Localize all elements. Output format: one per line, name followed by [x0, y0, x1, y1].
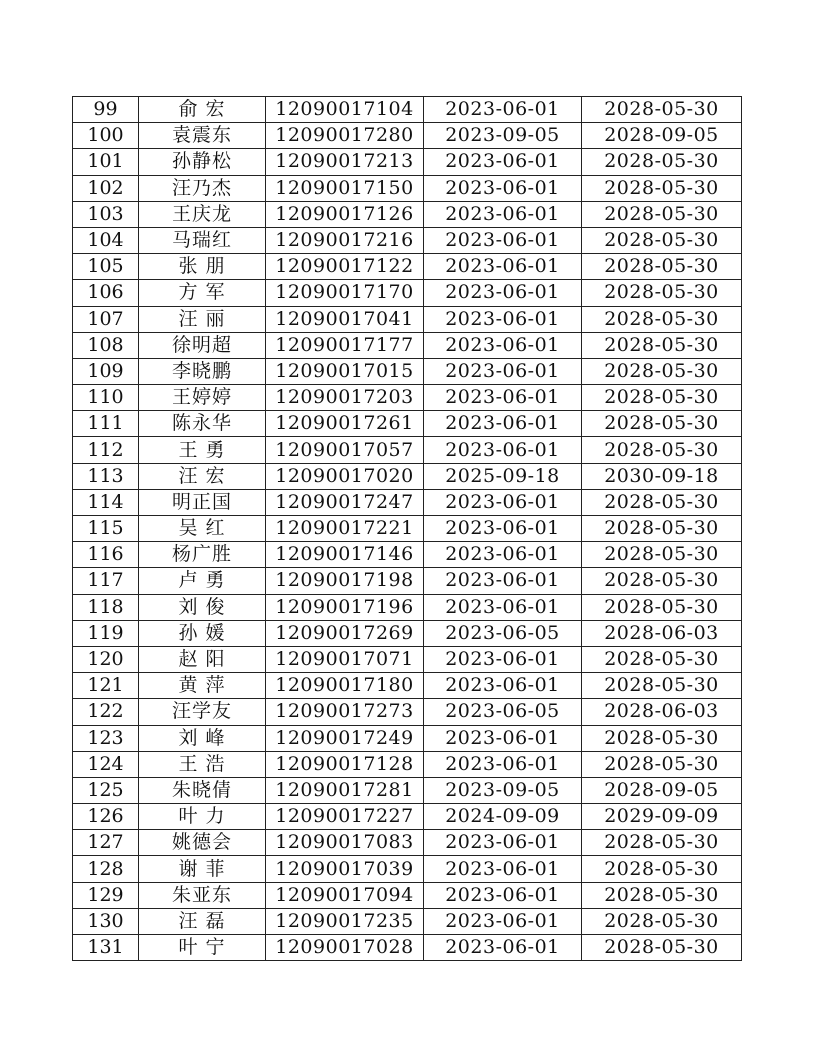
end-date-cell: 2028-05-30 — [582, 856, 742, 882]
end-date-cell: 2028-05-30 — [582, 437, 742, 463]
table-row — [73, 620, 742, 646]
person-name-cell: 王 浩 — [139, 751, 266, 777]
person-name-cell: 李晓鹏 — [139, 358, 266, 384]
row-number-cell: 115 — [73, 516, 139, 542]
start-date-cell: 2023-06-01 — [424, 516, 582, 542]
start-date-cell: 2023-06-01 — [424, 882, 582, 908]
certificate-number-cell: 12090017203 — [266, 385, 424, 411]
table-row — [73, 751, 742, 777]
start-date-cell: 2023-06-01 — [424, 332, 582, 358]
certificate-number-cell: 12090017261 — [266, 411, 424, 437]
start-date-cell: 2023-06-01 — [424, 254, 582, 280]
end-date-cell: 2028-05-30 — [582, 175, 742, 201]
certificate-number-cell: 12090017122 — [266, 254, 424, 280]
end-date-cell: 2028-05-30 — [582, 358, 742, 384]
start-date-cell: 2023-06-01 — [424, 908, 582, 934]
end-date-cell: 2028-06-03 — [582, 699, 742, 725]
table-row — [73, 830, 742, 856]
certificate-number-cell: 12090017071 — [266, 646, 424, 672]
row-number-cell: 113 — [73, 463, 139, 489]
person-name-cell: 王 勇 — [139, 437, 266, 463]
end-date-cell: 2028-05-30 — [582, 332, 742, 358]
table-row — [73, 646, 742, 672]
end-date-cell: 2028-05-30 — [582, 594, 742, 620]
person-name-cell: 汪乃杰 — [139, 175, 266, 201]
certificate-number-cell: 12090017216 — [266, 227, 424, 253]
certificate-number-cell: 12090017247 — [266, 489, 424, 515]
start-date-cell: 2024-09-09 — [424, 804, 582, 830]
row-number-cell: 109 — [73, 358, 139, 384]
start-date-cell: 2023-06-01 — [424, 856, 582, 882]
end-date-cell: 2028-05-30 — [582, 908, 742, 934]
start-date-cell: 2023-06-01 — [424, 227, 582, 253]
row-number-cell: 118 — [73, 594, 139, 620]
table-row — [73, 227, 742, 253]
certificate-number-cell: 12090017126 — [266, 201, 424, 227]
certificate-number-cell: 12090017281 — [266, 777, 424, 803]
table-row — [73, 123, 742, 149]
table-row — [73, 332, 742, 358]
row-number-cell: 117 — [73, 568, 139, 594]
certificate-number-cell: 12090017094 — [266, 882, 424, 908]
certificate-number-cell: 12090017041 — [266, 306, 424, 332]
row-number-cell: 129 — [73, 882, 139, 908]
end-date-cell: 2028-05-30 — [582, 542, 742, 568]
row-number-cell: 110 — [73, 385, 139, 411]
certificate-number-cell: 12090017235 — [266, 908, 424, 934]
certificate-number-cell: 12090017213 — [266, 149, 424, 175]
end-date-cell: 2029-09-09 — [582, 804, 742, 830]
row-number-cell: 112 — [73, 437, 139, 463]
start-date-cell: 2025-09-18 — [424, 463, 582, 489]
row-number-cell: 114 — [73, 489, 139, 515]
table-row — [73, 437, 742, 463]
start-date-cell: 2023-06-01 — [424, 935, 582, 961]
start-date-cell: 2023-09-05 — [424, 123, 582, 149]
person-name-cell: 赵 阳 — [139, 646, 266, 672]
row-number-cell: 99 — [73, 97, 139, 123]
table-row — [73, 358, 742, 384]
end-date-cell: 2028-05-30 — [582, 935, 742, 961]
person-name-cell: 王庆龙 — [139, 201, 266, 227]
start-date-cell: 2023-06-05 — [424, 620, 582, 646]
start-date-cell: 2023-06-05 — [424, 699, 582, 725]
row-number-cell: 104 — [73, 227, 139, 253]
table-row — [73, 385, 742, 411]
table-row — [73, 489, 742, 515]
end-date-cell: 2028-05-30 — [582, 882, 742, 908]
table-row — [73, 594, 742, 620]
person-name-cell: 方 军 — [139, 280, 266, 306]
start-date-cell: 2023-09-05 — [424, 777, 582, 803]
person-name-cell: 汪 磊 — [139, 908, 266, 934]
table-row — [73, 725, 742, 751]
end-date-cell: 2028-06-03 — [582, 620, 742, 646]
table-row — [73, 97, 742, 123]
start-date-cell: 2023-06-01 — [424, 358, 582, 384]
table-row — [73, 777, 742, 803]
end-date-cell: 2028-05-30 — [582, 201, 742, 227]
table-row — [73, 280, 742, 306]
end-date-cell: 2028-05-30 — [582, 489, 742, 515]
certificate-number-cell: 12090017198 — [266, 568, 424, 594]
row-number-cell: 123 — [73, 725, 139, 751]
certificate-number-cell: 12090017273 — [266, 699, 424, 725]
table-row — [73, 542, 742, 568]
start-date-cell: 2023-06-01 — [424, 411, 582, 437]
start-date-cell: 2023-06-01 — [424, 751, 582, 777]
end-date-cell: 2028-05-30 — [582, 516, 742, 542]
start-date-cell: 2023-06-01 — [424, 830, 582, 856]
person-name-cell: 刘 峰 — [139, 725, 266, 751]
person-name-cell: 黄 萍 — [139, 673, 266, 699]
end-date-cell: 2028-05-30 — [582, 751, 742, 777]
certificate-number-cell: 12090017221 — [266, 516, 424, 542]
table-row — [73, 411, 742, 437]
end-date-cell: 2028-05-30 — [582, 385, 742, 411]
person-name-cell: 刘 俊 — [139, 594, 266, 620]
end-date-cell: 2030-09-18 — [582, 463, 742, 489]
start-date-cell: 2023-06-01 — [424, 149, 582, 175]
person-name-cell: 姚德会 — [139, 830, 266, 856]
start-date-cell: 2023-06-01 — [424, 673, 582, 699]
start-date-cell: 2023-06-01 — [424, 437, 582, 463]
start-date-cell: 2023-06-01 — [424, 385, 582, 411]
table-row — [73, 463, 742, 489]
table-row — [73, 516, 742, 542]
end-date-cell: 2028-05-30 — [582, 280, 742, 306]
certificate-number-cell: 12090017104 — [266, 97, 424, 123]
row-number-cell: 125 — [73, 777, 139, 803]
person-name-cell: 汪 丽 — [139, 306, 266, 332]
row-number-cell: 126 — [73, 804, 139, 830]
row-number-cell: 131 — [73, 935, 139, 961]
person-name-cell: 杨广胜 — [139, 542, 266, 568]
start-date-cell: 2023-06-01 — [424, 646, 582, 672]
row-number-cell: 127 — [73, 830, 139, 856]
row-number-cell: 105 — [73, 254, 139, 280]
roster-table — [72, 96, 742, 961]
table-row — [73, 201, 742, 227]
end-date-cell: 2028-05-30 — [582, 830, 742, 856]
end-date-cell: 2028-05-30 — [582, 646, 742, 672]
person-name-cell: 马瑞红 — [139, 227, 266, 253]
person-name-cell: 孙静松 — [139, 149, 266, 175]
row-number-cell: 116 — [73, 542, 139, 568]
row-number-cell: 124 — [73, 751, 139, 777]
end-date-cell: 2028-05-30 — [582, 254, 742, 280]
table-row — [73, 804, 742, 830]
row-number-cell: 120 — [73, 646, 139, 672]
certificate-number-cell: 12090017039 — [266, 856, 424, 882]
certificate-number-cell: 12090017180 — [266, 673, 424, 699]
row-number-cell: 107 — [73, 306, 139, 332]
table-row — [73, 306, 742, 332]
row-number-cell: 102 — [73, 175, 139, 201]
start-date-cell: 2023-06-01 — [424, 542, 582, 568]
row-number-cell: 106 — [73, 280, 139, 306]
person-name-cell: 明正国 — [139, 489, 266, 515]
start-date-cell: 2023-06-01 — [424, 594, 582, 620]
table-row — [73, 673, 742, 699]
certificate-number-cell: 12090017170 — [266, 280, 424, 306]
row-number-cell: 103 — [73, 201, 139, 227]
end-date-cell: 2028-05-30 — [582, 725, 742, 751]
table-row — [73, 149, 742, 175]
person-name-cell: 朱晓倩 — [139, 777, 266, 803]
certificate-number-cell: 12090017015 — [266, 358, 424, 384]
end-date-cell: 2028-05-30 — [582, 97, 742, 123]
certificate-number-cell: 12090017280 — [266, 123, 424, 149]
certificate-number-cell: 12090017128 — [266, 751, 424, 777]
certificate-number-cell: 12090017057 — [266, 437, 424, 463]
end-date-cell: 2028-05-30 — [582, 568, 742, 594]
start-date-cell: 2023-06-01 — [424, 175, 582, 201]
end-date-cell: 2028-05-30 — [582, 411, 742, 437]
person-name-cell: 卢 勇 — [139, 568, 266, 594]
table-row — [73, 908, 742, 934]
end-date-cell: 2028-09-05 — [582, 123, 742, 149]
person-name-cell: 朱亚东 — [139, 882, 266, 908]
person-name-cell: 王婷婷 — [139, 385, 266, 411]
end-date-cell: 2028-05-30 — [582, 673, 742, 699]
person-name-cell: 叶 宁 — [139, 935, 266, 961]
row-number-cell: 101 — [73, 149, 139, 175]
certificate-number-cell: 12090017177 — [266, 332, 424, 358]
table-row — [73, 568, 742, 594]
certificate-number-cell: 12090017028 — [266, 935, 424, 961]
row-number-cell: 130 — [73, 908, 139, 934]
row-number-cell: 121 — [73, 673, 139, 699]
person-name-cell: 叶 力 — [139, 804, 266, 830]
person-name-cell: 吴 红 — [139, 516, 266, 542]
end-date-cell: 2028-05-30 — [582, 149, 742, 175]
table-row — [73, 699, 742, 725]
person-name-cell: 汪 宏 — [139, 463, 266, 489]
start-date-cell: 2023-06-01 — [424, 725, 582, 751]
person-name-cell: 孙 媛 — [139, 620, 266, 646]
start-date-cell: 2023-06-01 — [424, 306, 582, 332]
start-date-cell: 2023-06-01 — [424, 280, 582, 306]
end-date-cell: 2028-09-05 — [582, 777, 742, 803]
start-date-cell: 2023-06-01 — [424, 568, 582, 594]
certificate-number-cell: 12090017249 — [266, 725, 424, 751]
row-number-cell: 122 — [73, 699, 139, 725]
table-row — [73, 935, 742, 961]
row-number-cell: 119 — [73, 620, 139, 646]
start-date-cell: 2023-06-01 — [424, 97, 582, 123]
certificate-number-cell: 12090017227 — [266, 804, 424, 830]
row-number-cell: 108 — [73, 332, 139, 358]
start-date-cell: 2023-06-01 — [424, 201, 582, 227]
table-row — [73, 254, 742, 280]
person-name-cell: 俞 宏 — [139, 97, 266, 123]
certificate-number-cell: 12090017269 — [266, 620, 424, 646]
row-number-cell: 128 — [73, 856, 139, 882]
person-name-cell: 袁震东 — [139, 123, 266, 149]
row-number-cell: 100 — [73, 123, 139, 149]
table-row — [73, 856, 742, 882]
person-name-cell: 陈永华 — [139, 411, 266, 437]
certificate-number-cell: 12090017083 — [266, 830, 424, 856]
start-date-cell: 2023-06-01 — [424, 489, 582, 515]
person-name-cell: 张 朋 — [139, 254, 266, 280]
row-number-cell: 111 — [73, 411, 139, 437]
table-row — [73, 882, 742, 908]
end-date-cell: 2028-05-30 — [582, 227, 742, 253]
person-name-cell: 汪学友 — [139, 699, 266, 725]
roster-body — [73, 97, 742, 961]
end-date-cell: 2028-05-30 — [582, 306, 742, 332]
person-name-cell: 徐明超 — [139, 332, 266, 358]
certificate-number-cell: 12090017150 — [266, 175, 424, 201]
table-row — [73, 175, 742, 201]
certificate-number-cell: 12090017146 — [266, 542, 424, 568]
person-name-cell: 谢 菲 — [139, 856, 266, 882]
certificate-number-cell: 12090017020 — [266, 463, 424, 489]
certificate-number-cell: 12090017196 — [266, 594, 424, 620]
